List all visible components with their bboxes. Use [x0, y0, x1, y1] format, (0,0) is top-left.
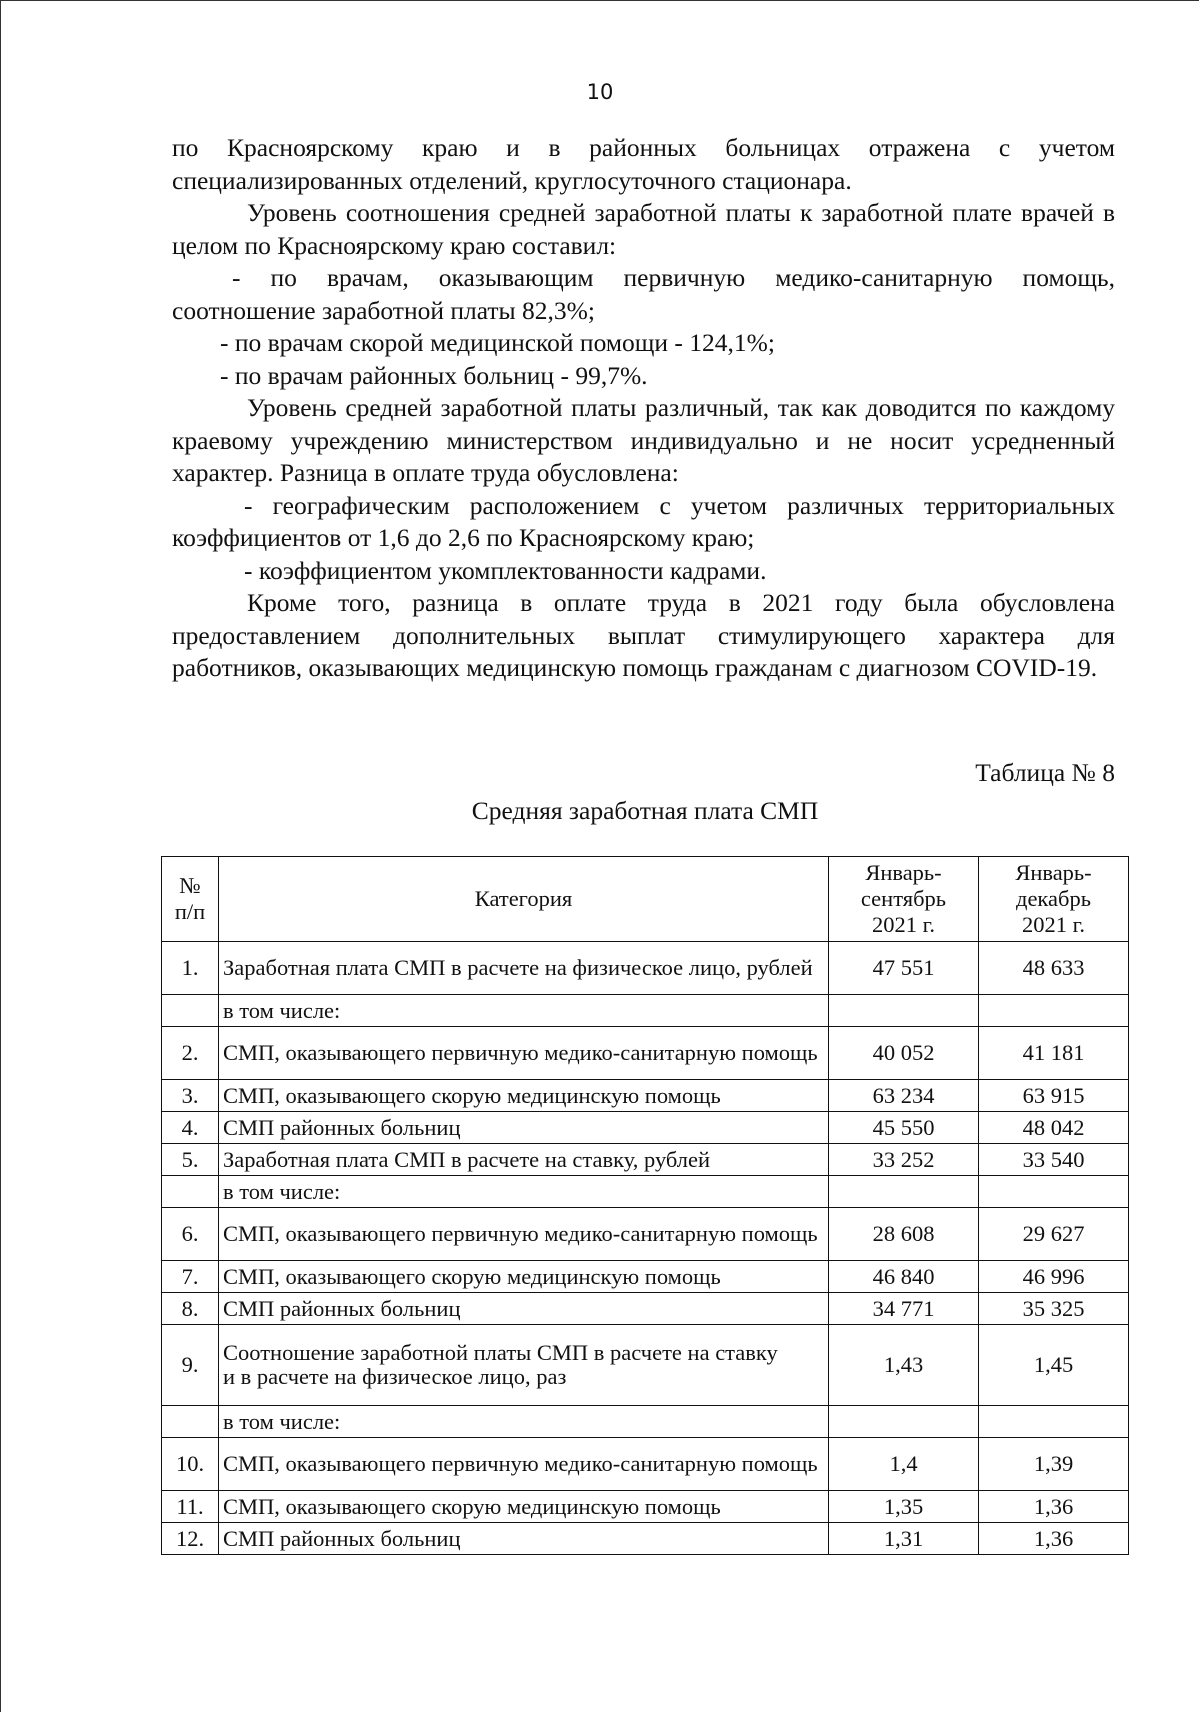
row-value-jan-dec: 29 627 [979, 1208, 1129, 1261]
row-number [162, 1176, 219, 1208]
header-jan-sep: Январь- сентябрь 2021 г. [829, 857, 979, 942]
row-value-jan-dec: 33 540 [979, 1144, 1129, 1176]
header-jan-dec: Январь- декабрь 2021 г. [979, 857, 1129, 942]
row-number: 11. [162, 1491, 219, 1523]
row-category: СМП, оказывающего скорую медицинскую помощь [219, 1261, 829, 1293]
row-category: Заработная плата СМП в расчете на ставку, рублей [219, 1144, 829, 1176]
row-category: в том числе: [219, 1406, 829, 1438]
paragraph: Уровень соотношения средней заработной платы к заработной плате врачей в целом по Красноярскому краю составил: [172, 198, 1115, 260]
table-row [162, 1325, 1129, 1406]
row-category: в том числе: [219, 1176, 829, 1208]
row-value-jan-dec [979, 1176, 1129, 1208]
table-title: Средняя заработная плата СМП [471, 796, 819, 825]
row-value-jan-dec: 35 325 [979, 1293, 1129, 1325]
table-row [162, 1261, 1129, 1293]
row-value-jan-dec: 48 633 [979, 942, 1129, 995]
paragraph: по Красноярскому краю и в районных больницах отражена с учетом специализированных отделений, круглосуточного стационара. [172, 133, 1115, 195]
row-value-jan-dec: 46 996 [979, 1261, 1129, 1293]
table-row [162, 1406, 1129, 1438]
row-value-jan-sep: 33 252 [829, 1144, 979, 1176]
row-category: СМП, оказывающего скорую медицинскую помощь [219, 1080, 829, 1112]
row-number: 10. [162, 1438, 219, 1491]
row-category: СМП, оказывающего скорую медицинскую помощь [219, 1491, 829, 1523]
row-number: 6. [162, 1208, 219, 1261]
row-value-jan-sep: 46 840 [829, 1261, 979, 1293]
table-row [162, 1112, 1129, 1144]
table-label: Таблица № 8 [975, 758, 1115, 787]
table-row [162, 1523, 1129, 1555]
table-row [162, 1027, 1129, 1080]
row-value-jan-sep: 34 771 [829, 1293, 979, 1325]
row-number: 1. [162, 942, 219, 995]
row-category: Соотношение заработной платы СМП в расчете на ставку и в расчете на физическое лицо, раз [219, 1325, 829, 1406]
paragraph: Уровень средней заработной платы различный, так как доводится по каждому краевому учреждению министерством индивидуально и не носит усредненный характер. Разница в оплате труда обусловлена: [172, 393, 1115, 487]
header-num: № п/п [162, 857, 219, 942]
row-value-jan-dec [979, 995, 1129, 1027]
table-row [162, 1208, 1129, 1261]
row-value-jan-sep: 1,35 [829, 1491, 979, 1523]
body-text [172, 132, 1115, 685]
row-value-jan-dec: 1,36 [979, 1523, 1129, 1555]
row-number: 4. [162, 1112, 219, 1144]
row-value-jan-sep: 1,43 [829, 1325, 979, 1406]
row-value-jan-dec: 1,39 [979, 1438, 1129, 1491]
table-row [162, 1293, 1129, 1325]
table-row [162, 1491, 1129, 1523]
table-row [162, 1176, 1129, 1208]
row-number [162, 1406, 219, 1438]
row-category: СМП, оказывающего первичную медико-санитарную помощь [219, 1208, 829, 1261]
paragraph: - по врачам скорой медицинской помощи - 124,1%; [220, 328, 775, 357]
row-number: 5. [162, 1144, 219, 1176]
paragraph: - по врачам, оказывающим первичную медико-санитарную помощь, соотношение заработной платы 82,3%; [172, 263, 1115, 325]
row-value-jan-sep: 45 550 [829, 1112, 979, 1144]
row-value-jan-dec: 1,36 [979, 1491, 1129, 1523]
row-number: 2. [162, 1027, 219, 1080]
row-value-jan-sep: 63 234 [829, 1080, 979, 1112]
row-category: СМП, оказывающего первичную медико-санитарную помощь [219, 1027, 829, 1080]
row-number: 3. [162, 1080, 219, 1112]
row-value-jan-dec: 48 042 [979, 1112, 1129, 1144]
row-value-jan-sep [829, 1176, 979, 1208]
row-value-jan-dec: 1,45 [979, 1325, 1129, 1406]
row-category: в том числе: [219, 995, 829, 1027]
row-value-jan-dec [979, 1406, 1129, 1438]
table-row [162, 1080, 1129, 1112]
row-number [162, 995, 219, 1027]
table-row [162, 942, 1129, 995]
row-value-jan-dec: 41 181 [979, 1027, 1129, 1080]
row-value-jan-sep: 1,4 [829, 1438, 979, 1491]
paragraph: Кроме того, разница в оплате труда в 2021 году была обусловлена предоставлением дополнительных выплат стимулирующего характера для работников, оказывающих медицинскую помощь гражданам с диагнозом COVID-19. [172, 588, 1115, 682]
row-category: СМП районных больниц [219, 1293, 829, 1325]
salary-table [161, 856, 1129, 1555]
paragraph: - географическим расположением с учетом различных территориальных коэффициентов от 1,6 до 2,6 по Красноярскому краю; [172, 490, 1115, 552]
row-value-jan-sep: 47 551 [829, 942, 979, 995]
row-number: 8. [162, 1293, 219, 1325]
row-value-jan-sep: 1,31 [829, 1523, 979, 1555]
row-value-jan-sep: 28 608 [829, 1208, 979, 1261]
header-category: Категория [219, 857, 829, 942]
row-category: Заработная плата СМП в расчете на физическое лицо, рублей [219, 942, 829, 995]
page-number: 10 [586, 80, 614, 104]
paragraph: - по врачам районных больниц - 99,7%. [220, 360, 648, 390]
table-header-row [162, 857, 1129, 942]
table-row [162, 995, 1129, 1027]
table-body [162, 942, 1129, 1555]
table-row [162, 1144, 1129, 1176]
row-category: СМП районных больниц [219, 1112, 829, 1144]
paragraph: - коэффициентом укомплектованности кадрами. [244, 555, 767, 585]
table-row [162, 1438, 1129, 1491]
row-value-jan-sep: 40 052 [829, 1027, 979, 1080]
row-number: 9. [162, 1325, 219, 1406]
row-category: СМП, оказывающего первичную медико-санитарную помощь [219, 1438, 829, 1491]
row-value-jan-sep [829, 995, 979, 1027]
row-value-jan-sep [829, 1406, 979, 1438]
row-category: СМП районных больниц [219, 1523, 829, 1555]
row-number: 12. [162, 1523, 219, 1555]
row-number: 7. [162, 1261, 219, 1293]
row-value-jan-dec: 63 915 [979, 1080, 1129, 1112]
